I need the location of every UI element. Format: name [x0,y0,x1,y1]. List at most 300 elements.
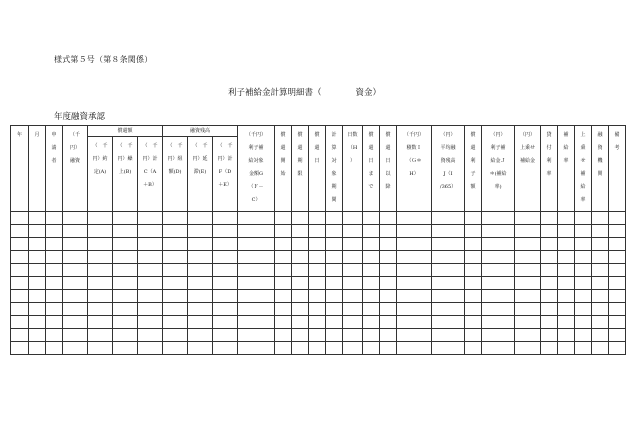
table-cell[interactable] [275,303,292,316]
table-cell[interactable] [575,277,592,290]
table-cell[interactable] [432,264,465,277]
table-cell[interactable] [138,212,163,225]
table-cell[interactable] [275,238,292,251]
table-cell[interactable] [380,303,397,316]
table-cell[interactable] [63,277,88,290]
table-cell[interactable] [138,290,163,303]
table-cell[interactable] [46,316,63,329]
table-cell[interactable] [592,342,609,355]
table-cell[interactable] [163,290,188,303]
table-cell[interactable] [592,303,609,316]
table-cell[interactable] [11,238,29,251]
table-cell[interactable] [609,316,626,329]
table-cell[interactable] [309,342,326,355]
table-cell[interactable] [432,238,465,251]
table-cell[interactable] [482,212,515,225]
table-cell[interactable] [592,212,609,225]
table-cell[interactable] [515,264,541,277]
table-cell[interactable] [380,225,397,238]
table-cell[interactable] [188,251,213,264]
table-cell[interactable] [88,342,113,355]
table-cell[interactable] [432,316,465,329]
table-cell[interactable] [29,342,46,355]
table-cell[interactable] [238,238,275,251]
table-cell[interactable] [238,264,275,277]
table-cell[interactable] [575,225,592,238]
table-cell[interactable] [46,342,63,355]
table-cell[interactable] [397,251,432,264]
table-cell[interactable] [380,251,397,264]
table-cell[interactable] [482,290,515,303]
table-cell[interactable] [275,264,292,277]
table-cell[interactable] [363,238,380,251]
table-cell[interactable] [309,303,326,316]
table-cell[interactable] [397,290,432,303]
table-cell[interactable] [326,316,343,329]
table-cell[interactable] [575,316,592,329]
table-cell[interactable] [163,212,188,225]
table-cell[interactable] [326,303,343,316]
table-cell[interactable] [213,277,238,290]
table-cell[interactable] [558,316,575,329]
table-cell[interactable] [363,342,380,355]
table-cell[interactable] [326,342,343,355]
table-cell[interactable] [575,303,592,316]
table-cell[interactable] [138,303,163,316]
table-cell[interactable] [238,212,275,225]
table-cell[interactable] [397,329,432,342]
table-cell[interactable] [46,251,63,264]
table-cell[interactable] [46,238,63,251]
table-cell[interactable] [238,316,275,329]
table-cell[interactable] [343,316,363,329]
table-cell[interactable] [432,342,465,355]
table-cell[interactable] [432,212,465,225]
table-cell[interactable] [29,316,46,329]
table-cell[interactable] [275,342,292,355]
table-cell[interactable] [275,251,292,264]
table-cell[interactable] [275,277,292,290]
table-cell[interactable] [309,251,326,264]
table-cell[interactable] [113,316,138,329]
table-cell[interactable] [238,277,275,290]
table-cell[interactable] [465,251,482,264]
table-cell[interactable] [465,225,482,238]
table-cell[interactable] [88,329,113,342]
table-cell[interactable] [465,277,482,290]
table-cell[interactable] [309,264,326,277]
table-cell[interactable] [188,342,213,355]
table-cell[interactable] [11,342,29,355]
table-cell[interactable] [238,251,275,264]
table-cell[interactable] [541,212,558,225]
table-cell[interactable] [309,225,326,238]
table-cell[interactable] [213,238,238,251]
table-cell[interactable] [138,277,163,290]
table-cell[interactable] [88,277,113,290]
table-cell[interactable] [363,225,380,238]
table-cell[interactable] [29,251,46,264]
table-cell[interactable] [309,212,326,225]
table-cell[interactable] [213,212,238,225]
table-cell[interactable] [541,290,558,303]
table-cell[interactable] [592,264,609,277]
table-cell[interactable] [541,251,558,264]
table-cell[interactable] [113,303,138,316]
table-cell[interactable] [575,290,592,303]
table-cell[interactable] [515,342,541,355]
table-cell[interactable] [29,303,46,316]
table-cell[interactable] [275,290,292,303]
table-cell[interactable] [363,316,380,329]
table-cell[interactable] [88,264,113,277]
table-cell[interactable] [213,316,238,329]
table-cell[interactable] [592,290,609,303]
table-cell[interactable] [465,303,482,316]
table-cell[interactable] [397,238,432,251]
table-cell[interactable] [138,225,163,238]
table-cell[interactable] [46,303,63,316]
table-cell[interactable] [63,251,88,264]
table-cell[interactable] [163,225,188,238]
table-cell[interactable] [432,251,465,264]
table-cell[interactable] [292,342,309,355]
table-cell[interactable] [397,225,432,238]
table-cell[interactable] [292,290,309,303]
table-cell[interactable] [188,316,213,329]
table-cell[interactable] [138,316,163,329]
table-cell[interactable] [63,212,88,225]
table-cell[interactable] [592,238,609,251]
table-cell[interactable] [113,238,138,251]
table-cell[interactable] [432,290,465,303]
table-cell[interactable] [238,290,275,303]
table-cell[interactable] [138,329,163,342]
table-cell[interactable] [292,225,309,238]
table-cell[interactable] [88,290,113,303]
table-cell[interactable] [238,225,275,238]
table-cell[interactable] [113,264,138,277]
table-cell[interactable] [213,290,238,303]
table-cell[interactable] [188,264,213,277]
table-cell[interactable] [609,329,626,342]
table-cell[interactable] [11,225,29,238]
table-cell[interactable] [113,342,138,355]
table-cell[interactable] [163,329,188,342]
table-cell[interactable] [541,264,558,277]
table-cell[interactable] [363,277,380,290]
table-cell[interactable] [343,225,363,238]
table-cell[interactable] [309,277,326,290]
table-cell[interactable] [113,329,138,342]
table-cell[interactable] [46,264,63,277]
table-cell[interactable] [138,251,163,264]
table-cell[interactable] [163,238,188,251]
table-cell[interactable] [326,238,343,251]
table-cell[interactable] [575,342,592,355]
table-cell[interactable] [88,303,113,316]
table-cell[interactable] [343,251,363,264]
table-cell[interactable] [515,212,541,225]
table-cell[interactable] [292,264,309,277]
table-cell[interactable] [309,329,326,342]
table-cell[interactable] [326,251,343,264]
table-cell[interactable] [63,342,88,355]
table-cell[interactable] [482,225,515,238]
table-cell[interactable] [609,225,626,238]
table-cell[interactable] [188,290,213,303]
table-cell[interactable] [592,316,609,329]
table-cell[interactable] [482,238,515,251]
table-cell[interactable] [558,277,575,290]
table-cell[interactable] [63,290,88,303]
table-cell[interactable] [363,290,380,303]
table-cell[interactable] [515,303,541,316]
table-cell[interactable] [292,329,309,342]
table-cell[interactable] [482,277,515,290]
table-cell[interactable] [397,342,432,355]
table-cell[interactable] [11,212,29,225]
table-cell[interactable] [515,238,541,251]
table-cell[interactable] [326,290,343,303]
table-cell[interactable] [541,316,558,329]
table-cell[interactable] [292,316,309,329]
table-cell[interactable] [11,303,29,316]
table-cell[interactable] [380,264,397,277]
table-cell[interactable] [163,264,188,277]
table-cell[interactable] [541,329,558,342]
table-cell[interactable] [138,342,163,355]
table-cell[interactable] [63,303,88,316]
table-cell[interactable] [11,251,29,264]
table-cell[interactable] [609,251,626,264]
table-cell[interactable] [541,277,558,290]
table-cell[interactable] [397,316,432,329]
table-cell[interactable] [482,264,515,277]
table-cell[interactable] [292,251,309,264]
table-cell[interactable] [88,212,113,225]
table-cell[interactable] [11,316,29,329]
table-cell[interactable] [29,277,46,290]
table-cell[interactable] [609,264,626,277]
table-cell[interactable] [113,290,138,303]
table-cell[interactable] [63,316,88,329]
table-cell[interactable] [88,316,113,329]
table-cell[interactable] [275,225,292,238]
table-cell[interactable] [515,225,541,238]
table-cell[interactable] [46,212,63,225]
table-cell[interactable] [558,251,575,264]
table-cell[interactable] [188,303,213,316]
table-cell[interactable] [558,342,575,355]
table-cell[interactable] [113,212,138,225]
table-cell[interactable] [432,303,465,316]
table-cell[interactable] [363,329,380,342]
table-cell[interactable] [275,212,292,225]
table-cell[interactable] [326,329,343,342]
table-cell[interactable] [380,342,397,355]
table-cell[interactable] [609,342,626,355]
table-cell[interactable] [558,329,575,342]
table-cell[interactable] [275,329,292,342]
table-cell[interactable] [515,277,541,290]
table-cell[interactable] [29,329,46,342]
table-cell[interactable] [292,303,309,316]
table-cell[interactable] [343,277,363,290]
table-cell[interactable] [609,238,626,251]
table-cell[interactable] [309,290,326,303]
table-cell[interactable] [292,212,309,225]
table-cell[interactable] [63,264,88,277]
table-cell[interactable] [482,303,515,316]
table-cell[interactable] [326,225,343,238]
table-cell[interactable] [432,329,465,342]
table-cell[interactable] [575,212,592,225]
table-cell[interactable] [46,277,63,290]
table-cell[interactable] [397,303,432,316]
table-cell[interactable] [213,251,238,264]
table-cell[interactable] [575,238,592,251]
table-cell[interactable] [113,251,138,264]
table-cell[interactable] [592,251,609,264]
table-cell[interactable] [558,290,575,303]
table-cell[interactable] [558,238,575,251]
table-cell[interactable] [163,251,188,264]
table-cell[interactable] [188,212,213,225]
table-cell[interactable] [343,238,363,251]
table-cell[interactable] [397,212,432,225]
table-cell[interactable] [575,329,592,342]
table-cell[interactable] [238,303,275,316]
table-cell[interactable] [88,251,113,264]
table-cell[interactable] [558,225,575,238]
table-cell[interactable] [29,225,46,238]
table-cell[interactable] [292,277,309,290]
table-cell[interactable] [465,290,482,303]
table-cell[interactable] [113,225,138,238]
table-cell[interactable] [380,238,397,251]
table-cell[interactable] [113,277,138,290]
table-cell[interactable] [343,329,363,342]
table-cell[interactable] [515,290,541,303]
table-cell[interactable] [380,277,397,290]
table-cell[interactable] [29,238,46,251]
table-cell[interactable] [138,264,163,277]
table-cell[interactable] [541,342,558,355]
table-cell[interactable] [515,316,541,329]
table-cell[interactable] [343,212,363,225]
table-cell[interactable] [515,329,541,342]
table-cell[interactable] [609,212,626,225]
table-cell[interactable] [465,316,482,329]
table-cell[interactable] [363,251,380,264]
table-cell[interactable] [558,212,575,225]
table-cell[interactable] [465,329,482,342]
table-cell[interactable] [213,329,238,342]
table-cell[interactable] [29,212,46,225]
table-cell[interactable] [275,316,292,329]
table-cell[interactable] [163,277,188,290]
table-cell[interactable] [343,303,363,316]
table-cell[interactable] [326,277,343,290]
table-cell[interactable] [11,290,29,303]
table-cell[interactable] [63,329,88,342]
table-cell[interactable] [343,342,363,355]
table-cell[interactable] [63,225,88,238]
table-cell[interactable] [465,342,482,355]
table-cell[interactable] [482,342,515,355]
table-cell[interactable] [541,225,558,238]
table-cell[interactable] [380,316,397,329]
table-cell[interactable] [11,329,29,342]
table-cell[interactable] [213,225,238,238]
table-cell[interactable] [541,303,558,316]
table-cell[interactable] [465,264,482,277]
table-cell[interactable] [238,329,275,342]
table-cell[interactable] [29,264,46,277]
table-cell[interactable] [397,277,432,290]
table-cell[interactable] [397,264,432,277]
table-cell[interactable] [46,225,63,238]
table-cell[interactable] [326,212,343,225]
table-cell[interactable] [292,238,309,251]
table-cell[interactable] [482,251,515,264]
table-cell[interactable] [482,316,515,329]
table-cell[interactable] [188,277,213,290]
table-cell[interactable] [213,303,238,316]
table-cell[interactable] [380,290,397,303]
table-cell[interactable] [432,225,465,238]
table-cell[interactable] [188,329,213,342]
table-cell[interactable] [163,303,188,316]
table-cell[interactable] [363,303,380,316]
table-cell[interactable] [188,225,213,238]
table-cell[interactable] [432,277,465,290]
table-cell[interactable] [213,264,238,277]
table-cell[interactable] [343,290,363,303]
table-cell[interactable] [188,238,213,251]
table-cell[interactable] [363,212,380,225]
table-cell[interactable] [575,264,592,277]
table-cell[interactable] [343,264,363,277]
table-cell[interactable] [558,264,575,277]
table-cell[interactable] [309,316,326,329]
table-cell[interactable] [541,238,558,251]
table-cell[interactable] [465,238,482,251]
table-cell[interactable] [63,238,88,251]
table-cell[interactable] [213,342,238,355]
table-cell[interactable] [88,238,113,251]
table-cell[interactable] [326,264,343,277]
table-cell[interactable] [482,329,515,342]
table-cell[interactable] [11,277,29,290]
table-cell[interactable] [46,329,63,342]
table-cell[interactable] [609,277,626,290]
table-cell[interactable] [592,225,609,238]
table-cell[interactable] [592,277,609,290]
table-cell[interactable] [380,329,397,342]
table-cell[interactable] [29,290,46,303]
table-cell[interactable] [88,225,113,238]
table-cell[interactable] [575,251,592,264]
table-cell[interactable] [609,303,626,316]
table-cell[interactable] [380,212,397,225]
table-cell[interactable] [138,238,163,251]
table-cell[interactable] [363,264,380,277]
table-cell[interactable] [309,238,326,251]
table-cell[interactable] [163,342,188,355]
table-cell[interactable] [465,212,482,225]
